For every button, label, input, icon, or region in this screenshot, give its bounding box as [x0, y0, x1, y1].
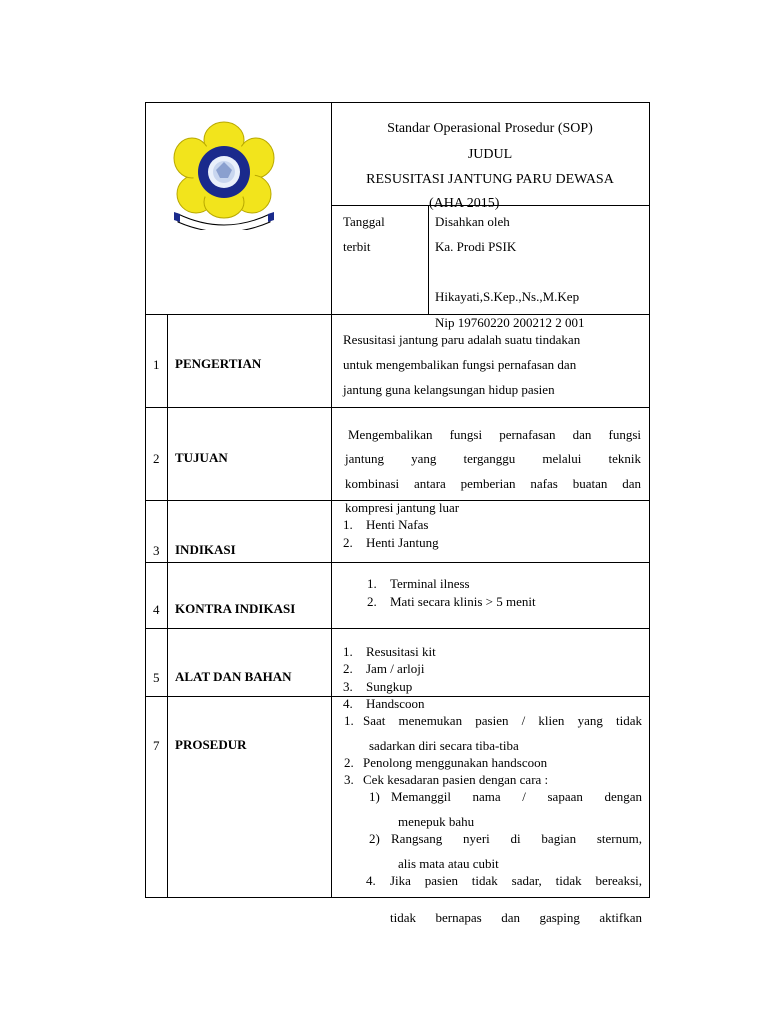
list-number: 1. — [344, 713, 354, 728]
row-separator — [145, 562, 650, 563]
prosedur-substep: Memanggil nama / sapaan dengan — [391, 789, 642, 804]
list-number: 1. — [367, 576, 377, 591]
list-number: 1) — [369, 789, 380, 804]
row-label-alat-dan-bahan: ALAT DAN BAHAN — [175, 669, 292, 684]
list-number: 3. — [343, 679, 353, 694]
signer-name: Hikayati,S.Kep.,Ns.,M.Kep — [435, 289, 580, 304]
kontra-indikasi-item: Mati secara klinis > 5 menit — [390, 594, 536, 609]
signer-nip: Nip 19760220 200212 2 001 — [435, 315, 585, 330]
prosedur-step: tidak bernapas dan gasping aktifkan — [390, 910, 642, 925]
pengertian-line: Resusitasi jantung paru adalah suatu tindakan — [343, 332, 581, 347]
prosedur-substep: menepuk bahu — [398, 814, 475, 829]
row-label-tujuan: TUJUAN — [175, 450, 228, 465]
row-number: 3 — [153, 543, 160, 558]
row-separator — [145, 628, 650, 629]
prosedur-step: Jika pasien tidak sadar, tidak bereaksi, — [390, 873, 642, 888]
table-border-top — [145, 102, 650, 103]
list-number: 2) — [369, 831, 380, 846]
row-label-indikasi: INDIKASI — [175, 542, 236, 557]
disahkan-label: Disahkan oleh — [435, 214, 510, 229]
row-label-pengertian: PENGERTIAN — [175, 356, 262, 371]
document-subtitle: (AHA 2015) — [429, 196, 500, 211]
indikasi-item: Henti Nafas — [366, 517, 429, 532]
list-number: 1. — [343, 517, 353, 532]
row-number: 1 — [153, 357, 160, 372]
university-logo — [172, 118, 276, 230]
sop-title: Standar Operasional Prosedur (SOP) — [387, 121, 593, 136]
list-number: 1. — [343, 644, 353, 659]
row-label-prosedur: PROSEDUR — [175, 737, 247, 752]
tanggal-label: Tanggal — [343, 214, 385, 229]
prosedur-substep: alis mata atau cubit — [398, 856, 499, 871]
number-column-line — [167, 314, 168, 897]
prodi-label: Ka. Prodi PSIK — [435, 239, 517, 254]
prosedur-substep: Rangsang nyeri di bagian sternum, — [391, 831, 642, 846]
list-number: 4. — [343, 696, 353, 711]
indikasi-item: Henti Jantung — [366, 535, 439, 550]
table-border-bottom — [145, 897, 650, 898]
row-number: 4 — [153, 602, 160, 617]
prosedur-step: Saat menemukan pasien / klien yang tidak — [363, 713, 642, 728]
list-number: 4. — [366, 873, 376, 888]
row-number: 2 — [153, 451, 160, 466]
tujuan-line: kombinasi antara pemberian nafas buatan dan — [345, 476, 641, 491]
list-number: 2. — [367, 594, 377, 609]
row-separator — [145, 407, 650, 408]
judul-label: JUDUL — [467, 147, 513, 162]
row-label-kontra-indikasi: KONTRA INDIKASI — [175, 601, 296, 616]
prosedur-step: Penolong menggunakan handscoon — [363, 755, 548, 770]
tujuan-line: jantung yang terganggu melalui teknik — [345, 451, 641, 466]
terbit-label: terbit — [343, 239, 371, 254]
header-date-divider — [428, 205, 429, 314]
document-title: RESUSITASI JANTUNG PARU DEWASA — [366, 172, 614, 187]
prosedur-step: Cek kesadaran pasien dengan cara : — [363, 772, 549, 787]
row-number: 7 — [153, 738, 160, 753]
prosedur-step: sadarkan diri secara tiba-tiba — [369, 738, 519, 753]
alat-item: Jam / arloji — [366, 661, 425, 676]
list-number: 2. — [344, 755, 354, 770]
pengertian-line: untuk mengembalikan fungsi pernafasan dan — [343, 357, 577, 372]
tujuan-line: kompresi jantung luar — [345, 500, 460, 515]
row-number: 5 — [153, 670, 160, 685]
pengertian-line: jantung guna kelangsungan hidup pasien — [343, 382, 555, 397]
list-number: 2. — [343, 535, 353, 550]
tujuan-line: Mengembalikan fungsi pernafasan dan fungsi — [348, 427, 641, 442]
alat-item: Handscoon — [366, 696, 425, 711]
list-number: 3. — [344, 772, 354, 787]
alat-item: Resusitasi kit — [366, 644, 436, 659]
kontra-indikasi-item: Terminal ilness — [390, 576, 470, 591]
alat-item: Sungkup — [366, 679, 413, 694]
label-column-line — [331, 314, 332, 897]
list-number: 2. — [343, 661, 353, 676]
